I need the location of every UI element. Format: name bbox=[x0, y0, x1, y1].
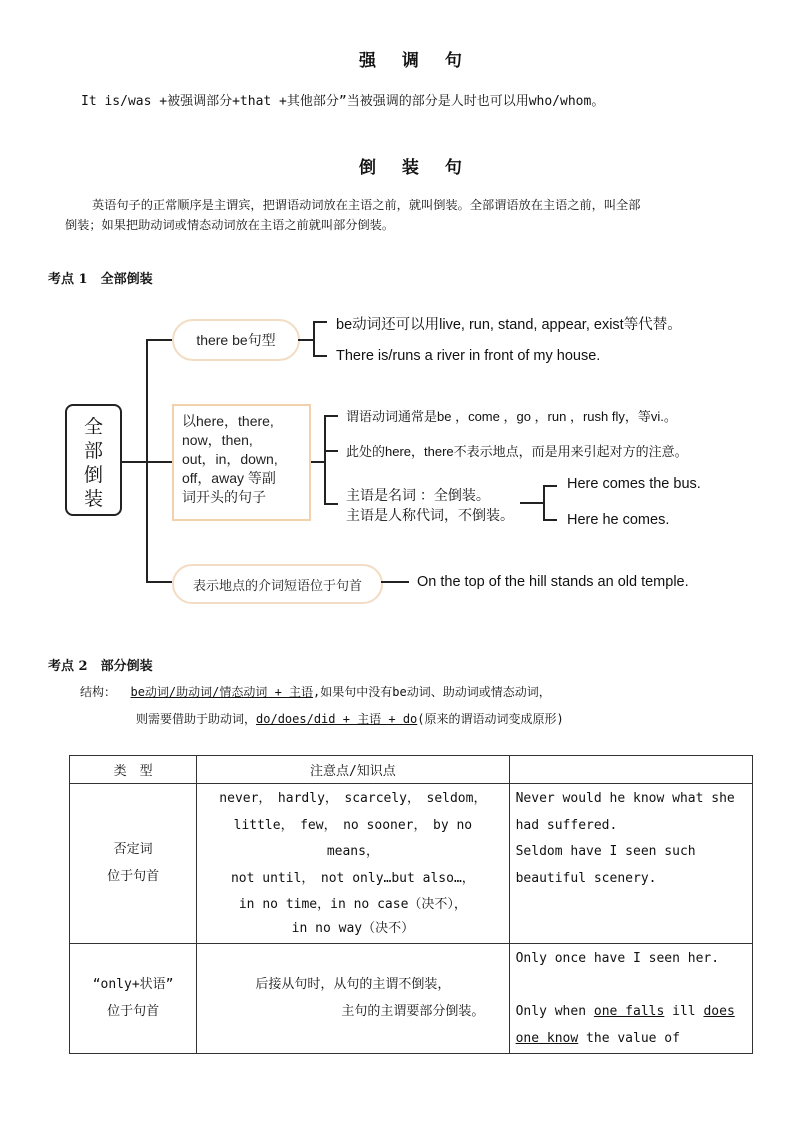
example-underlined: does bbox=[703, 1004, 735, 1019]
header-examples bbox=[509, 756, 752, 784]
root-char: 装 bbox=[83, 489, 103, 510]
adverb-note-verb: 谓语动词通常是be ，come ，go ，run ，rush fly，等vi.。 bbox=[346, 409, 677, 424]
connector bbox=[313, 321, 327, 323]
row-example-line: beautiful scenery. bbox=[515, 870, 657, 886]
inversion-intro-line1: 英语句子的正常顺序是主谓宾，把谓语动词放在主语之前，就叫倒装。全部谓语放在主语之前，叫全部 bbox=[92, 198, 641, 212]
row-type-line: 否定词 bbox=[113, 842, 153, 857]
inversion-title: 倒 装 句 bbox=[359, 158, 472, 178]
connector bbox=[324, 450, 338, 452]
connector bbox=[146, 581, 172, 583]
mindmap-root bbox=[65, 404, 122, 516]
there-be-note: be动词还可以用live, run, stand, appear, exist等代替。 bbox=[336, 317, 682, 333]
connector bbox=[122, 461, 148, 463]
branch-adverb bbox=[172, 404, 311, 521]
branch-adverb-line: 词开头的句子 bbox=[182, 489, 266, 505]
example-part: ill bbox=[664, 1004, 704, 1019]
structure-formula: be动词/助动词/情态动词 + 主语 bbox=[130, 685, 314, 699]
table-row bbox=[70, 944, 753, 1054]
row-note-line: not until， not only…but also…， bbox=[230, 870, 475, 886]
table-row bbox=[70, 784, 753, 944]
structure-condition: ,如果句中没有be动词、助动词或情态动词， bbox=[313, 685, 551, 699]
row-example-line: Seldom have I seen such bbox=[515, 844, 696, 859]
emphasis-title: 强 调 句 bbox=[359, 51, 472, 71]
row-example-line: had suffered. bbox=[515, 817, 618, 833]
row-note-line: never， hardly， scarcely， seldom， bbox=[219, 791, 487, 806]
inversion-intro-line2: 倒装；如果把助动词或情态动词放在主语之前就叫部分倒装。 bbox=[65, 218, 395, 232]
branch-there-be bbox=[172, 319, 300, 361]
connector bbox=[543, 485, 545, 521]
row-example-line bbox=[516, 1026, 751, 1053]
adverb-note-noun: 主语是名词 ：全倒装。 bbox=[346, 487, 490, 503]
connector bbox=[146, 461, 172, 463]
connector bbox=[543, 519, 557, 521]
connector bbox=[298, 339, 314, 341]
adverb-note-attention: 此处的here，there不表示地点，而是用来引起对方的注意。 bbox=[346, 444, 688, 459]
row-type-line: 位于句首 bbox=[107, 1003, 160, 1019]
row-type-line: 位于句首 bbox=[107, 868, 160, 884]
adverb-note-pronoun: 主语是人称代词，不倒装。 bbox=[346, 507, 514, 523]
structure-label: 结构： bbox=[80, 685, 117, 699]
connector bbox=[324, 503, 338, 505]
connector bbox=[146, 339, 172, 341]
branch-adverb-line: 以here，there, bbox=[182, 413, 274, 429]
row-type bbox=[70, 784, 197, 944]
header-notes: 注意点/知识点 bbox=[197, 756, 509, 784]
connector bbox=[324, 415, 326, 505]
example-noun: Here comes the bus. bbox=[567, 476, 701, 492]
root-char: 部 bbox=[83, 441, 103, 462]
example-underlined: one falls bbox=[593, 1004, 665, 1019]
row-note-line: means， bbox=[326, 844, 379, 859]
row-note-line: in no way（决不） bbox=[291, 920, 415, 936]
partial-inversion-table bbox=[69, 755, 753, 1054]
row-type-line: “only+状语” bbox=[92, 977, 174, 992]
row-example-line: Never would he know what she bbox=[515, 791, 735, 806]
branch-there-be-label: there be句型 bbox=[196, 332, 276, 348]
table-header-row bbox=[70, 756, 753, 784]
row-note-line: in no time，in no case（决不）， bbox=[238, 897, 467, 912]
connector bbox=[543, 485, 557, 487]
example-part: the value of bbox=[578, 1030, 680, 1046]
row-note-line: little， few， no sooner， by no bbox=[233, 817, 473, 833]
structure-line1 bbox=[80, 683, 551, 700]
row-example-line bbox=[516, 999, 751, 1026]
header-type: 类 型 bbox=[70, 756, 197, 784]
structure-line2-prefix: 则需要借助于助动词， bbox=[136, 712, 257, 726]
row-type bbox=[70, 944, 197, 1054]
point2-heading: 考点 2 部分倒装 bbox=[48, 659, 153, 674]
example-pronoun: Here he comes. bbox=[567, 512, 670, 528]
connector bbox=[324, 415, 338, 417]
row-example-spacer bbox=[516, 973, 751, 1000]
structure-do-formula: do/does/did + 主语 + do bbox=[256, 712, 418, 726]
structure-line2 bbox=[136, 710, 564, 727]
example-underlined: one know bbox=[515, 1030, 579, 1046]
row-notes bbox=[197, 944, 509, 1054]
branch-adverb-line: now，then, bbox=[182, 432, 253, 448]
row-example-line: Only once have I seen her. bbox=[515, 951, 720, 966]
point1-heading: 考点 1 全部倒装 bbox=[48, 272, 153, 287]
connector bbox=[313, 355, 327, 357]
branch-adverb-line: off，away 等副 bbox=[182, 470, 276, 486]
example-part: Only when bbox=[515, 1004, 594, 1019]
row-note-line: 后接从句时，从句的主谓不倒装， bbox=[255, 977, 451, 992]
row-examples bbox=[509, 784, 752, 944]
root-char: 倒 bbox=[83, 465, 103, 486]
emphasis-rule: It is/was +被强调部分+that +其他部分”当被强调的部分是人时也可以用who/whom。 bbox=[81, 94, 605, 109]
connector bbox=[313, 321, 315, 357]
connector bbox=[520, 502, 544, 504]
row-notes bbox=[197, 784, 509, 944]
branch-place-label: 表示地点的介词短语位于句首 bbox=[192, 577, 362, 593]
connector bbox=[381, 581, 409, 583]
there-be-example: There is/runs a river in front of my house. bbox=[336, 348, 601, 364]
place-example: On the top of the hill stands an old temple. bbox=[417, 574, 689, 590]
connector bbox=[311, 461, 325, 463]
branch-place bbox=[172, 564, 383, 604]
row-examples bbox=[509, 944, 752, 1054]
structure-line2-suffix: (原来的谓语动词变成原形) bbox=[417, 712, 564, 726]
branch-adverb-line: out，in，down, bbox=[182, 451, 278, 467]
root-char: 全 bbox=[83, 417, 103, 438]
row-note-line: 主句的主谓要部分倒装。 bbox=[341, 1003, 485, 1019]
